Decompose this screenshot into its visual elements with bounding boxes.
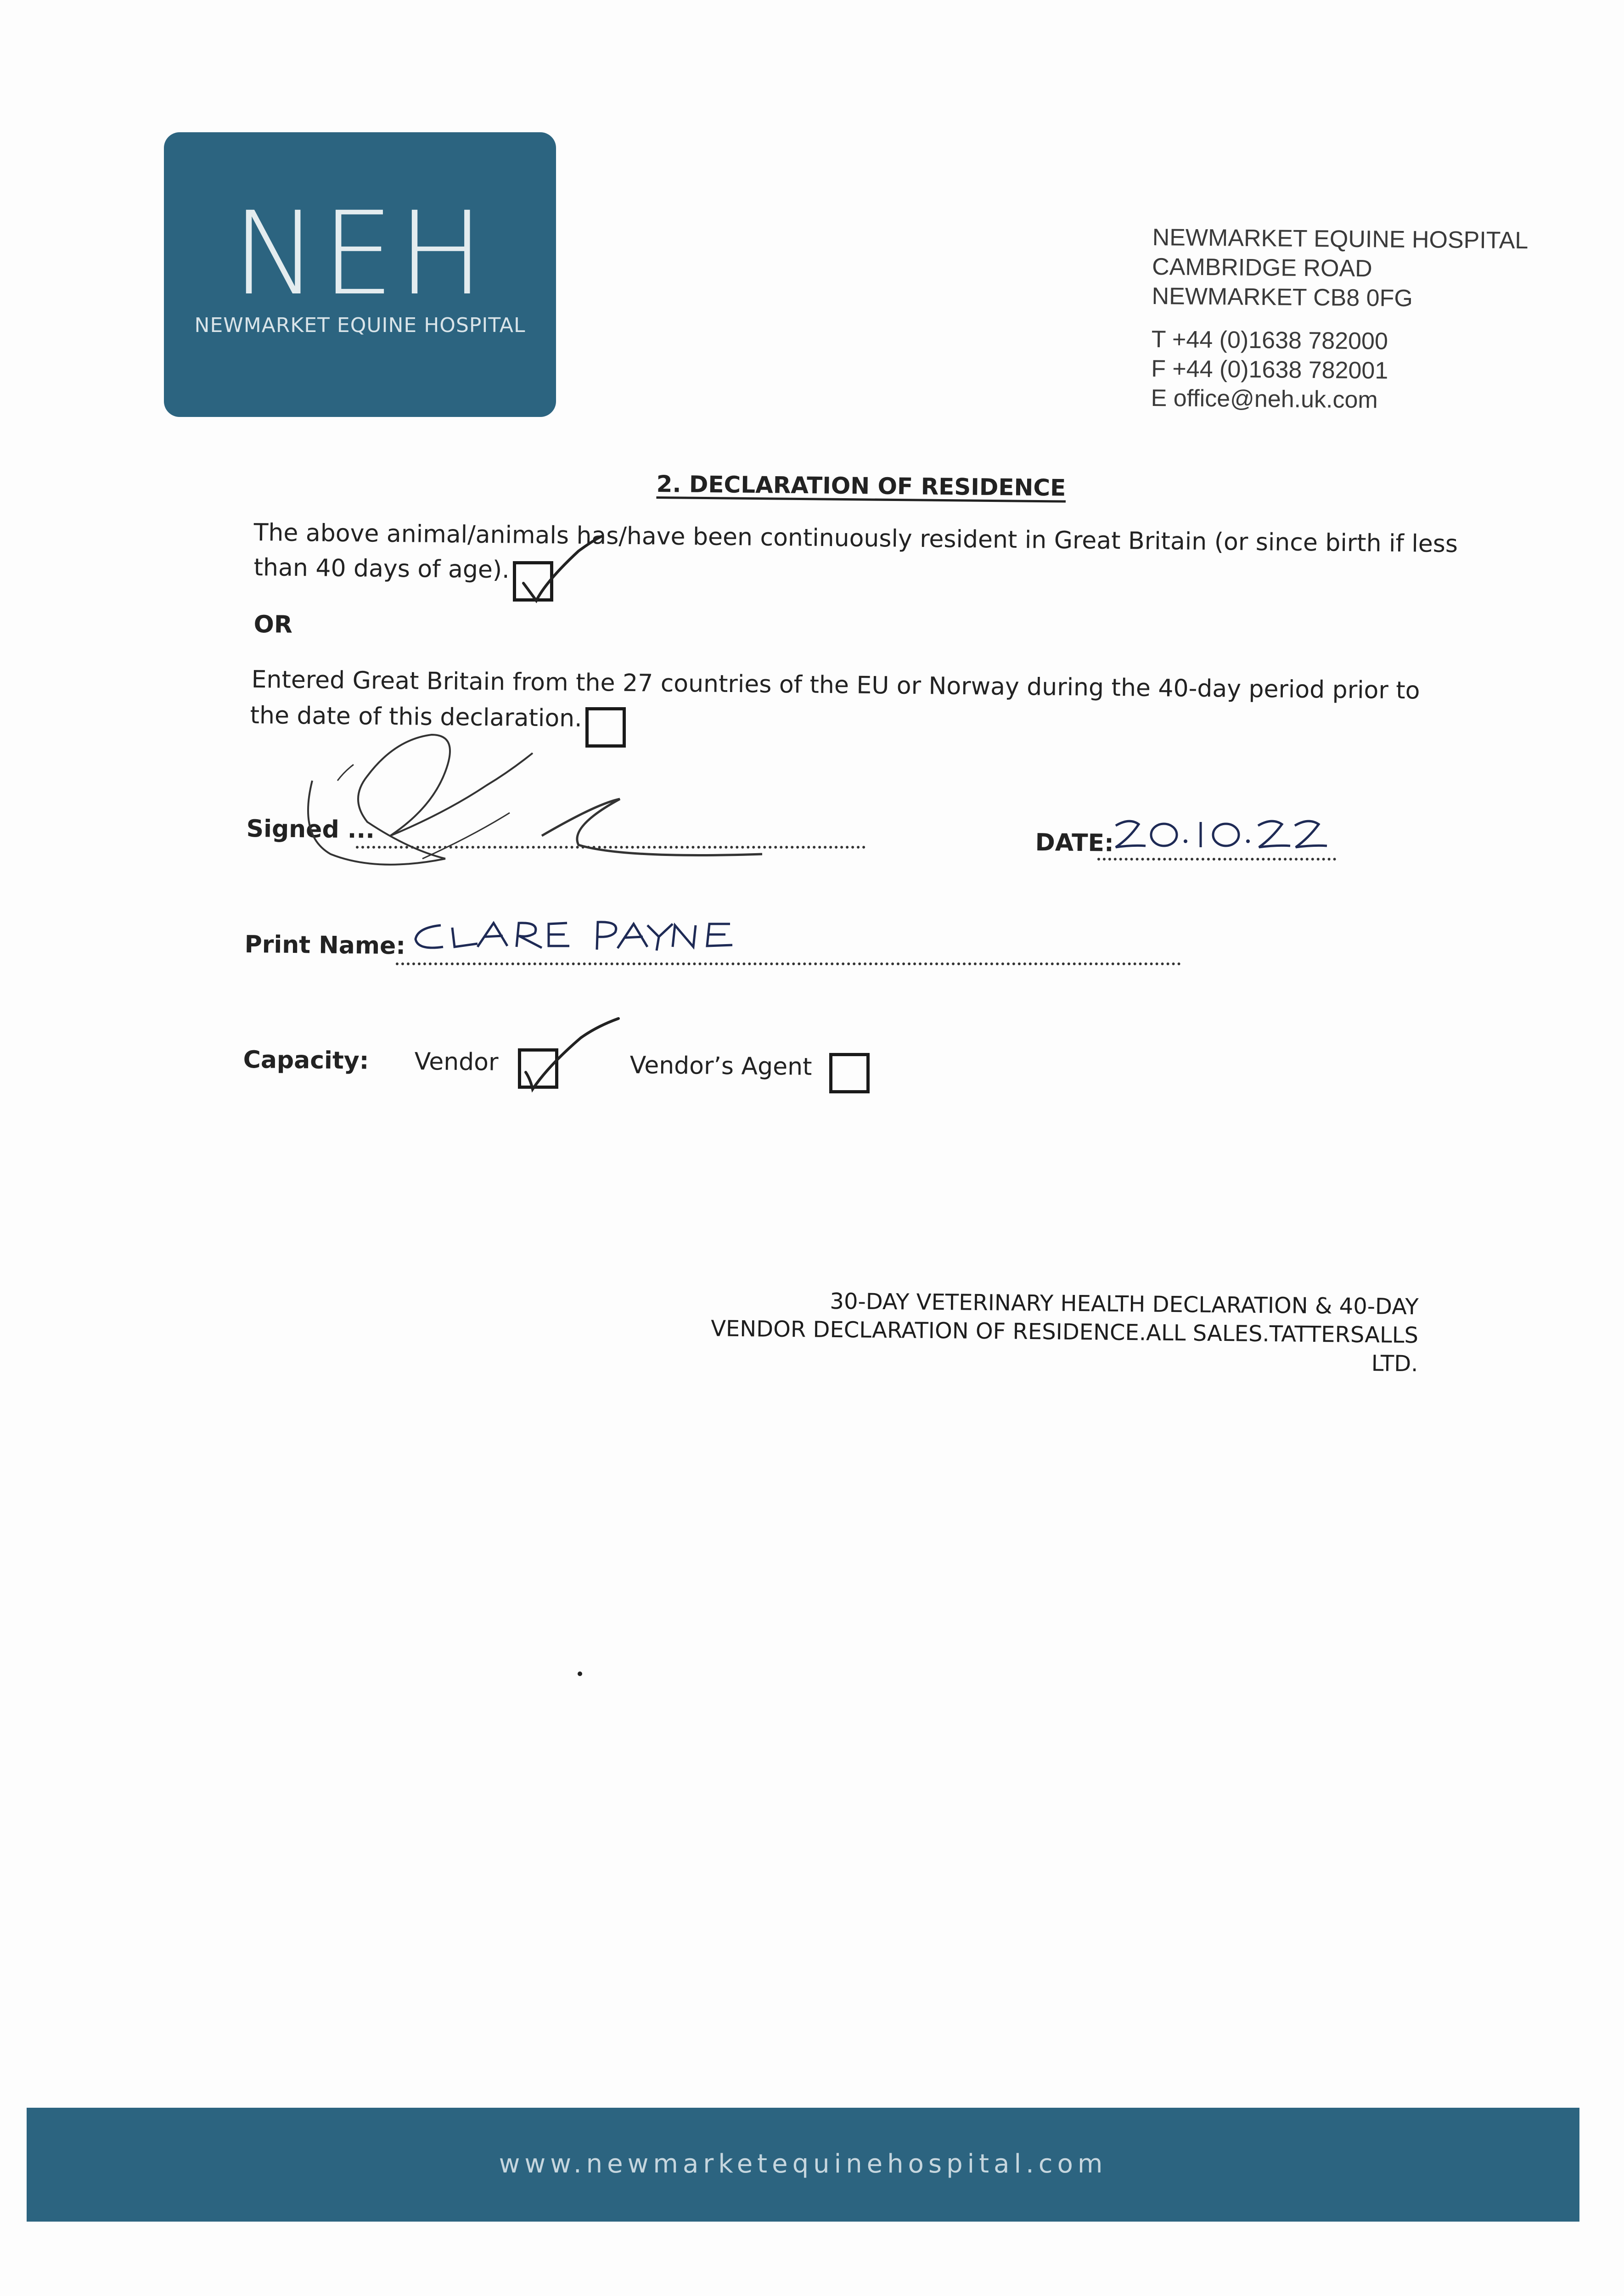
hospital-address: [1151, 223, 1566, 416]
section-heading: 2. DECLARATION OF RESIDENCE: [656, 471, 1066, 501]
neh-logo: [164, 132, 556, 417]
address-line-name: NEWMARKET EQUINE HOSPITAL: [1152, 224, 1528, 254]
address-line-town: NEWMARKET CB8 0FG: [1152, 282, 1413, 312]
handwritten-date: [1111, 813, 1341, 863]
option2-text-line2: the date of this declaration.: [250, 702, 582, 732]
vendor-agent-checkbox[interactable]: [829, 1053, 870, 1093]
option1-text-line1: The above animal/animals has/have been continuously resident in Great Britain (or since birth if less: [253, 519, 1458, 558]
address-telephone: T +44 (0)1638 782000: [1151, 326, 1388, 355]
logo-mark: NEH: [232, 187, 488, 321]
print-name-label: Print Name:: [244, 931, 406, 960]
date-label: DATE:: [1035, 829, 1114, 857]
or-label: OR: [253, 611, 293, 639]
signed-label: Signed ...: [246, 815, 375, 844]
declaration-footer-line2: VENDOR DECLARATION OF RESIDENCE.ALL SALES.TATTERSALLS LTD.: [710, 1316, 1419, 1377]
declaration-footer: [692, 1286, 1419, 1378]
option1-text-line2: than 40 days of age).: [253, 554, 510, 584]
vendor-checkmark-icon: [512, 1010, 627, 1102]
address-email: E office@neh.uk.com: [1151, 384, 1378, 414]
declaration-footer-line1: 30-DAY VETERINARY HEALTH DECLARATION & 40-DAY: [830, 1288, 1419, 1320]
footer-bar: [27, 2108, 1579, 2222]
address-line-road: CAMBRIDGE ROAD: [1152, 253, 1373, 282]
option1-checkmark-icon: [510, 533, 620, 625]
logo-subtitle: NEWMARKET EQUINE HOSPITAL: [194, 314, 526, 337]
option2-text-line1: Entered Great Britain from the 27 countries of the EU or Norway during the 40-day period prior to: [251, 666, 1420, 705]
handwritten-name: [409, 914, 758, 964]
capacity-label: Capacity:: [243, 1046, 369, 1075]
address-fax: F +44 (0)1638 782001: [1151, 355, 1388, 384]
website-url: www.newmarketequinehospital.com: [499, 2149, 1107, 2179]
signature: [294, 721, 781, 877]
vendor-label: Vendor: [414, 1048, 499, 1076]
vendor-agent-label: Vendor’s Agent: [629, 1052, 812, 1081]
scan-speck: [578, 1671, 582, 1676]
